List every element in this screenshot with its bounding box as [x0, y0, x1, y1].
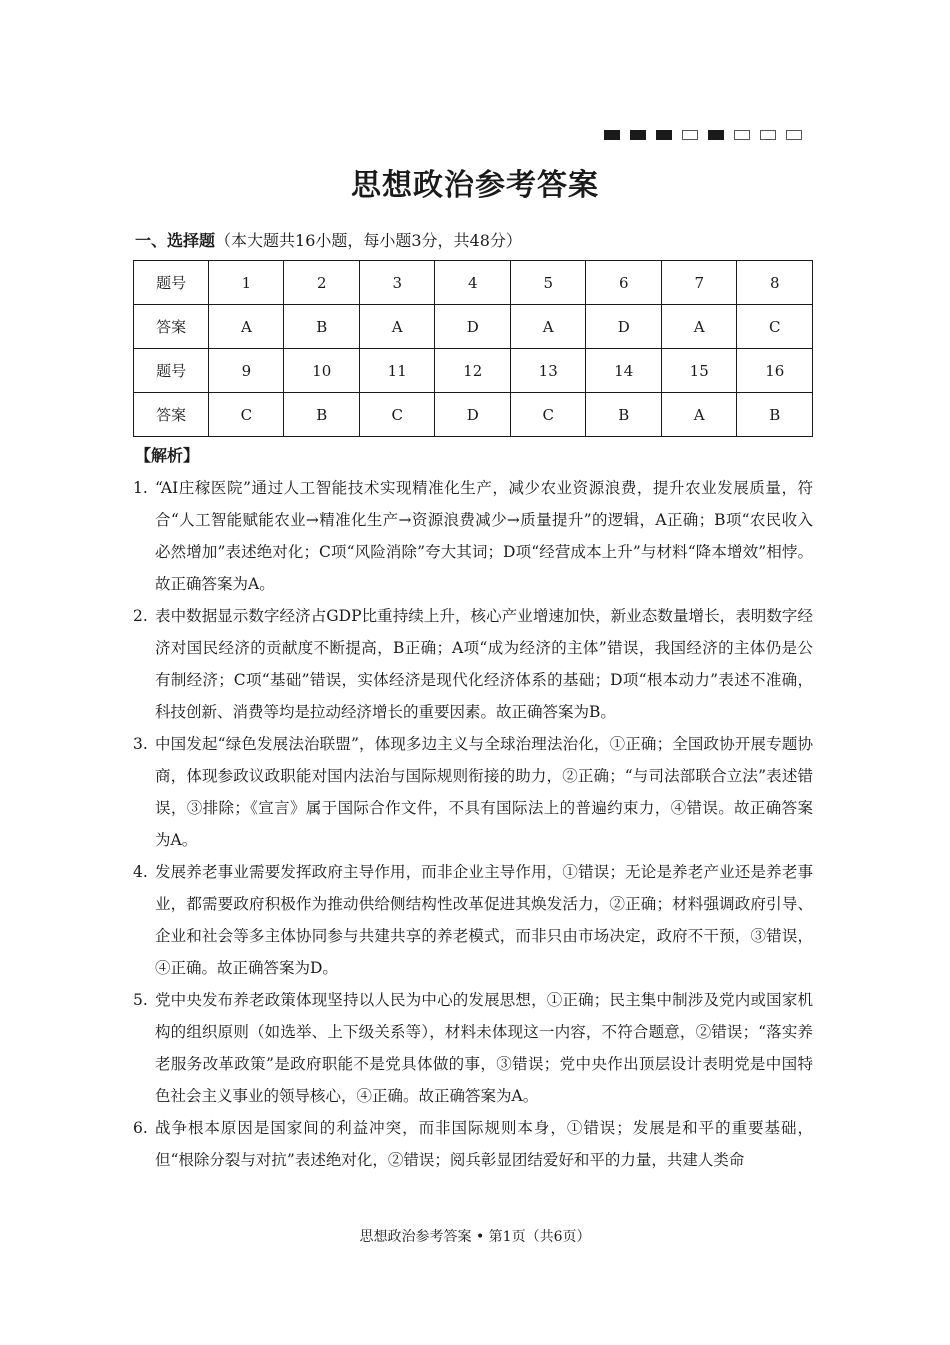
table-cell: C: [209, 393, 284, 437]
item-text: 表中数据显示数字经济占GDP比重持续上升，核心产业增速加快，新业态数量增长，表明数字经济对国民经济的贡献度不断提高，B正确；A项“成为经济的主体”错误，我国经济的主体仍是公有制经济；C项“基础”错误，实体经济是现代化经济体系的基础；D项“根本动力”表述不准确，科技创新、消费等均是拉动经济增长的重要因素。故正确答案为B。: [155, 607, 813, 721]
table-cell: 12: [435, 349, 511, 393]
table-cell: 11: [359, 349, 435, 393]
item-text: 党中央发布养老政策体现坚持以人民为中心的发展思想，①正确；民主集中制涉及党内或国家机构的组织原则（如选举、上下级关系等），材料未体现这一内容，不符合题意，②错误；“落实养老服务改革政策”是政府职能不是党具体做的事，③错误；党中央作出顶层设计表明党是中国特色社会主义事业的领导核心，④正确。故正确答案为A。: [155, 991, 813, 1105]
empty-square-icon: [682, 130, 698, 140]
empty-square-icon: [760, 130, 776, 140]
table-cell: 10: [284, 349, 360, 393]
item-number: 2.: [133, 607, 148, 625]
analysis-item: [133, 1112, 813, 1176]
item-number: 6.: [133, 1119, 148, 1137]
table-cell: C: [737, 305, 813, 349]
table-cell: B: [284, 305, 360, 349]
page-footer: 思想政治参考答案 • 第1页（共6页）: [359, 1229, 591, 1245]
empty-square-icon: [786, 130, 802, 140]
table-cell: 3: [359, 261, 435, 305]
filled-square-icon: [708, 130, 724, 140]
table-cell: 4: [435, 261, 511, 305]
table-cell: B: [284, 393, 360, 437]
table-cell: A: [359, 305, 435, 349]
analysis-item: [133, 472, 813, 600]
table-cell: 6: [586, 261, 662, 305]
table-cell: 15: [661, 349, 737, 393]
analysis-item: [133, 984, 813, 1112]
table-cell: B: [586, 393, 662, 437]
table-cell: D: [435, 393, 511, 437]
item-number: 1.: [133, 479, 148, 497]
analysis-label: 【解析】: [135, 446, 200, 465]
table-cell: A: [661, 393, 737, 437]
table-cell: 16: [737, 349, 813, 393]
empty-square-icon: [734, 130, 750, 140]
table-cell: 14: [586, 349, 662, 393]
table-row: [134, 261, 813, 305]
filled-square-icon: [656, 130, 672, 140]
row-header-cell: 题号: [134, 349, 209, 393]
table-cell: 7: [661, 261, 737, 305]
table-cell: 2: [284, 261, 360, 305]
item-number: 5.: [133, 991, 148, 1009]
item-text: 发展养老事业需要发挥政府主导作用，而非企业主导作用，①错误；无论是养老产业还是养老事业，都需要政府积极作为推动供给侧结构性改革促进其焕发活力，②正确；材料强调政府引导、企业和社会等多主体协同参与共建共享的养老模式，而非只由市场决定，政府不干预，③错误，④正确。故正确答案为D。: [155, 863, 813, 977]
item-number: 3.: [133, 735, 148, 753]
analysis-item: [133, 728, 813, 856]
table-cell: 13: [510, 349, 586, 393]
section-heading-note: （本大题共16小题，每小题3分，共48分）: [215, 231, 522, 250]
table-cell: C: [359, 393, 435, 437]
row-header-cell: 题号: [134, 261, 209, 305]
table-cell: A: [661, 305, 737, 349]
table-cell: A: [510, 305, 586, 349]
table-cell: 8: [737, 261, 813, 305]
table-cell: A: [209, 305, 284, 349]
table-cell: D: [586, 305, 662, 349]
table-row: [134, 349, 813, 393]
table-cell: 5: [510, 261, 586, 305]
item-text: “AI庄稼医院”通过人工智能技术实现精准化生产，减少农业资源浪费，提升农业发展质量，符合“人工智能赋能农业→精准化生产→资源浪费减少→质量提升”的逻辑，A正确；B项“农民收入必然增加”表述绝对化；C项“风险消除”夸大其词；D项“经营成本上升”与材料“降本增效”相悖。故正确答案为A。: [155, 479, 813, 593]
table-row: [134, 305, 813, 349]
section-heading-label: 一、选择题: [135, 231, 216, 250]
table-row: [134, 393, 813, 437]
answer-table: [133, 260, 813, 437]
filled-square-icon: [630, 130, 646, 140]
table-cell: B: [737, 393, 813, 437]
row-header-cell: 答案: [134, 393, 209, 437]
progress-marks: [604, 130, 802, 140]
analysis-list: [133, 472, 813, 1176]
filled-square-icon: [604, 130, 620, 140]
item-text: 战争根本原因是国家间的利益冲突，而非国际规则本身，①错误；发展是和平的重要基础，但“根除分裂与对抗”表述绝对化，②错误；阅兵彰显团结爱好和平的力量，共建人类命: [155, 1119, 813, 1169]
table-cell: D: [435, 305, 511, 349]
item-number: 4.: [133, 863, 148, 881]
analysis-item: [133, 856, 813, 984]
table-cell: C: [510, 393, 586, 437]
table-cell: 9: [209, 349, 284, 393]
row-header-cell: 答案: [134, 305, 209, 349]
page-title: 思想政治参考答案: [351, 168, 599, 203]
table-cell: 1: [209, 261, 284, 305]
item-text: 中国发起“绿色发展法治联盟”，体现多边主义与全球治理法治化，①正确；全国政协开展专题协商，体现参政议政职能对国内法治与国际规则衔接的助力，②正确；“与司法部联合立法”表述错误，③排除；《宣言》属于国际合作文件，不具有国际法上的普遍约束力，④错误。故正确答案为A。: [155, 735, 813, 849]
analysis-item: [133, 600, 813, 728]
section-heading: [135, 228, 522, 251]
